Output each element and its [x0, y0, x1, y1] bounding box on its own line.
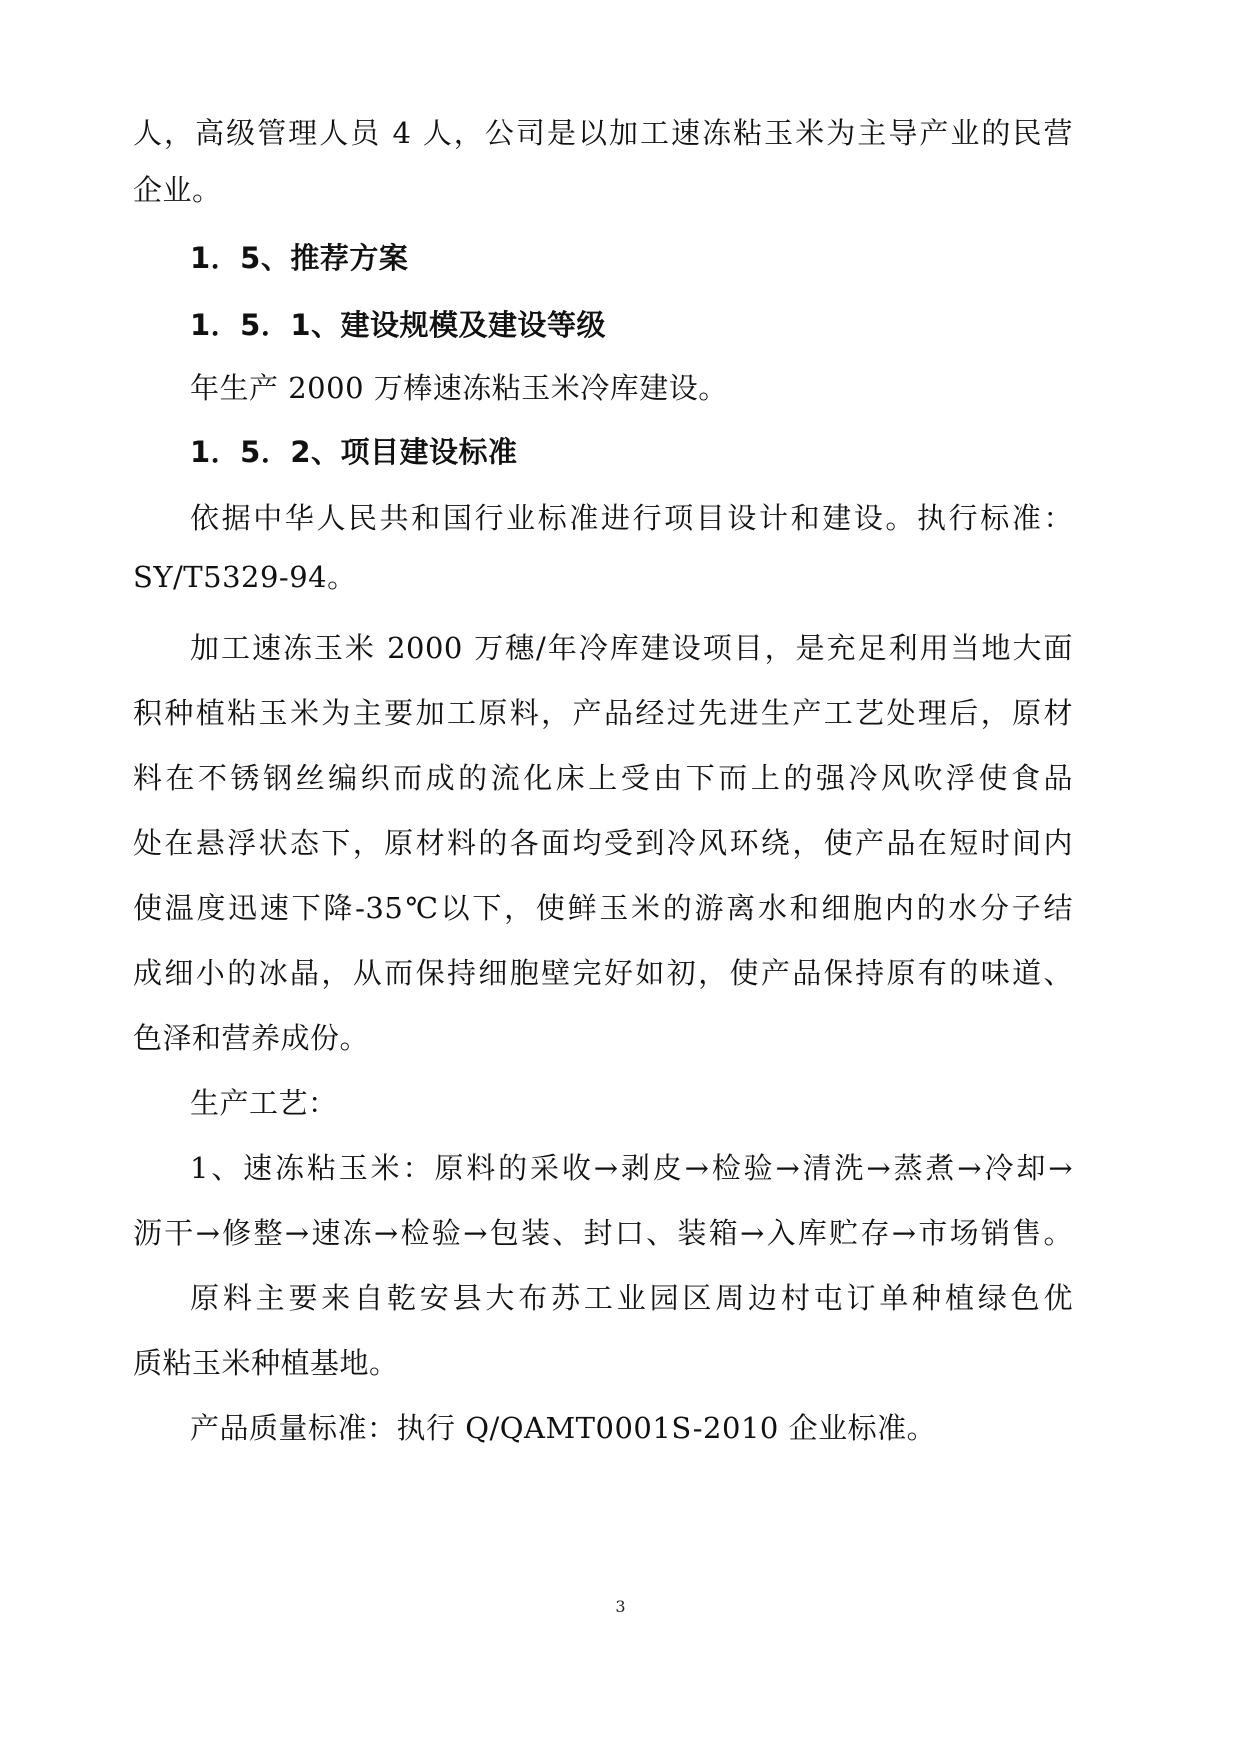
subsection-heading: 1．5．1、建设规模及建设等级 — [190, 308, 607, 342]
paragraph-line: 质粘玉米种植基地。 — [133, 1346, 399, 1380]
paragraph-line: 色泽和营养成份。 — [133, 1021, 370, 1055]
paragraph-line: 人，高级管理人员 4 人，公司是以加工速冻粘玉米为主导产业的民营 — [133, 116, 1073, 150]
paragraph-line: 处在悬浮状态下，原材料的各面均受到冷风环绕，使产品在短时间内 — [133, 826, 1073, 860]
paragraph-line: 企业。 — [133, 173, 222, 207]
paragraph-line: 原料主要来自乾安县大布苏工业园区周边村屯订单种植绿色优 — [190, 1281, 1073, 1315]
page-number: 3 — [615, 1597, 626, 1616]
paragraph-line: 加工速冻玉米 2000 万穗/年冷库建设项目，是充足利用当地大面 — [190, 631, 1073, 665]
paragraph-line: 积种植粘玉米为主要加工原料，产品经过先进生产工艺处理后，原材 — [133, 696, 1073, 730]
paragraph-line: 1、速冻粘玉米：原料的采收→剥皮→检验→清洗→蒸煮→冷却→ — [190, 1151, 1073, 1185]
section-heading: 1．5、推荐方案 — [190, 241, 409, 275]
paragraph-line: 产品质量标准：执行 Q/QAMT0001S-2010 企业标准。 — [190, 1411, 937, 1445]
paragraph-line: 依据中华人民共和国行业标准进行项目设计和建设。执行标准： — [190, 501, 1073, 535]
paragraph-line: 沥干→修整→速冻→检验→包装、封口、装箱→入库贮存→市场销售。 — [133, 1216, 1073, 1250]
paragraph-line: 生产工艺： — [190, 1086, 338, 1120]
paragraph-line: SY/T5329-94。 — [133, 560, 357, 594]
paragraph-line: 料在不锈钢丝编织而成的流化床上受由下而上的强冷风吹浮使食品 — [133, 761, 1073, 795]
subsection-heading: 1．5．2、项目建设标准 — [190, 435, 518, 469]
paragraph-line: 成细小的冰晶，从而保持细胞壁完好如初，使产品保持原有的味道、 — [133, 956, 1073, 990]
paragraph-line: 年生产 2000 万棒速冻粘玉米冷库建设。 — [190, 371, 728, 405]
paragraph-line: 使温度迅速下降-35℃以下，使鲜玉米的游离水和细胞内的水分子结 — [133, 891, 1073, 925]
